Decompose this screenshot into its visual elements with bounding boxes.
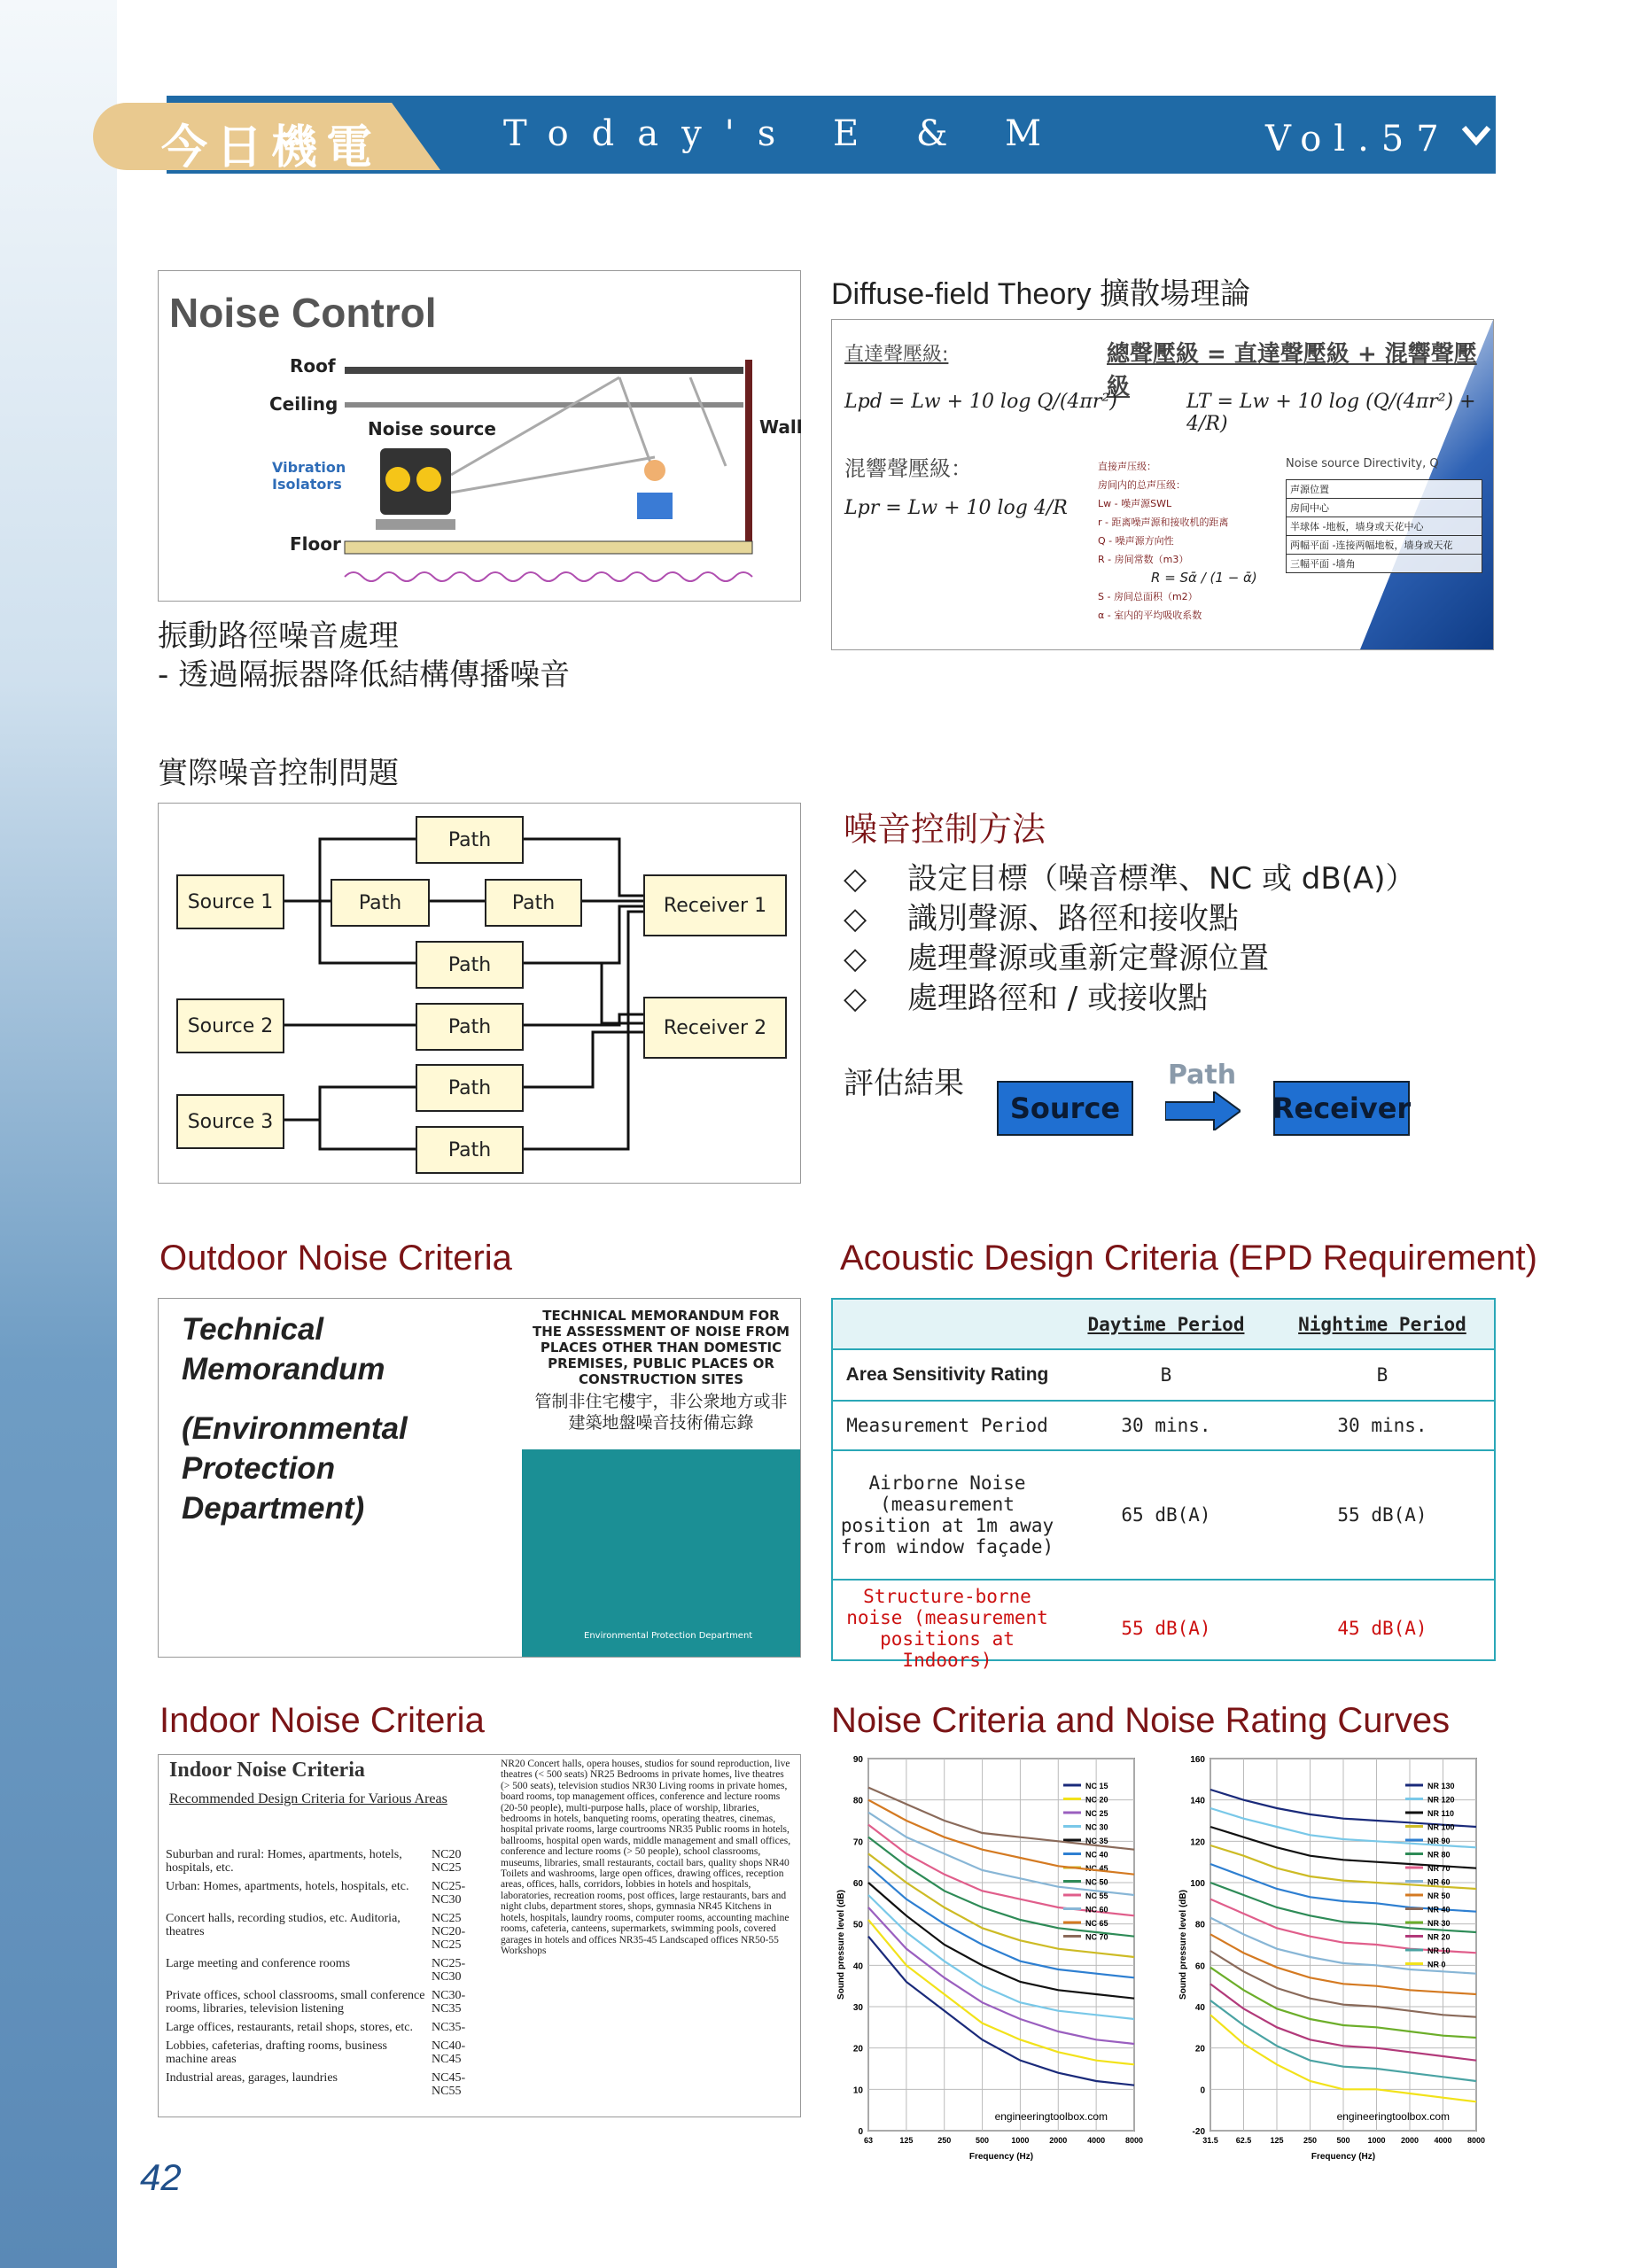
nc-curves-chart xyxy=(833,1750,1161,2171)
cover-band xyxy=(522,1449,800,1657)
indoor-right-text: NR20 Concert halls, opera houses, studios for sound reproduction, live theatres (< 500 seats) NR25 Bedrooms in private homes, live theatres (> 500 seats), television studios NR30 Living rooms in private homes, board rooms, top management offices, conference and lecture rooms (20-50 people), multi-purpose halls, place of worship, libraries, bedrooms in hotels, banqueting rooms, operating theatres, cinemas, hospital private rooms, large courtrooms NR35 Public rooms in hotels, ballrooms, hospital open wards, middle management and small offices, conference and lecture rooms (> 50 people), school classrooms, museums, libraries, small restaurants, coctail bars, quality shops NR40 Toilets and washrooms, large open offices, drawing offices, reception areas, offices, halls, corridors, lobbies in hotels and hospitals, laboratories, recreation rooms, post offices, large restaurants, bars and night clubs, department stores, shops, gymnasia NR45 Kitchens in hotels, hospitals, laundry rooms, computer rooms, accounting machine rooms, cafeteria, canteens, supermarkets, swimming pools, covered garages in hotels and offices NR35-45 Landscaped offices NR50-55 Workshops xyxy=(501,1759,791,1956)
y-tick-label: 20 xyxy=(1194,2044,1205,2054)
direct-label: 直達聲壓級: xyxy=(844,344,949,366)
path-box: Path xyxy=(416,1064,524,1112)
legend-label: NR 120 xyxy=(1427,1795,1455,1805)
y-tick-label: 50 xyxy=(852,1920,863,1930)
diffuse-title: Diffuse-field Theory 擴散場理論 xyxy=(831,277,1250,311)
list-item: Urban: Homes, apartments, hotels, hospitals, etc. NC25- NC30 xyxy=(166,1880,466,1907)
indoor-left-list xyxy=(166,1848,502,2103)
x-tick-label: 2000 xyxy=(1400,2136,1420,2145)
x-tick-label: 500 xyxy=(976,2136,990,2145)
method-item: ◇ 設定目標（噪音標準、NC 或 dB(A)） xyxy=(844,859,1415,899)
legend-label: NC 45 xyxy=(1085,1864,1108,1873)
watermark: engineeringtoolbox.com xyxy=(994,2110,1108,2123)
y-tick-label: 80 xyxy=(852,1796,863,1806)
path-box: Path xyxy=(416,1126,524,1174)
y-tick-label: 10 xyxy=(852,2085,863,2096)
list-item: Large meeting and conference rooms NC25- NC30 xyxy=(166,1957,466,1984)
legend-label: NC 15 xyxy=(1085,1782,1108,1790)
label-wall: Wall xyxy=(759,416,803,438)
y-tick-label: 100 xyxy=(1190,1879,1205,1889)
label-roof: Roof xyxy=(290,355,336,377)
label-floor: Floor xyxy=(290,533,341,555)
directivity-row: 三幅平面 -墙角 xyxy=(1290,558,1356,570)
directivity-row: 半球体 -地板，墙身或天花中心 xyxy=(1287,517,1482,536)
x-tick-label: 63 xyxy=(863,2136,874,2145)
directivity-row: 声源位置 xyxy=(1287,480,1482,499)
table-row: Airborne Noise (measurement position at 1m away from window façade) 65 dB(A) 55 dB(A) xyxy=(833,1450,1494,1580)
noise-control-panel xyxy=(158,270,801,602)
x-tick-label: 8000 xyxy=(1466,2136,1486,2145)
legend-label: NC 25 xyxy=(1085,1809,1108,1818)
legend-label: NC 60 xyxy=(1085,1905,1108,1915)
cover-title-en: TECHNICAL MEMORANDUM FOR THE ASSESSMENT OF NOISE FROM PLACES OTHER THAN DOMESTIC PREMISES, PUBLIC PLACES OR CONSTRUCTION SITES xyxy=(532,1308,789,1387)
method-item: ◇ 識別聲源、路徑和接收點 xyxy=(844,899,1415,939)
total-label: 總聲壓級 = 直達聲壓級 + 混響聲壓級 xyxy=(1107,341,1477,400)
list-item: Concert halls, recording studios, etc. Auditoria, theatres NC25 NC20- NC25 xyxy=(166,1912,466,1952)
tm-cover xyxy=(522,1299,800,1657)
y-tick-label: 40 xyxy=(852,1961,863,1972)
method-item: ◇ 處理聲源或重新定聲源位置 xyxy=(844,939,1415,979)
list-item: Lobbies, cafeterias, drafting rooms, business machine areas NC40- NC45 xyxy=(166,2039,466,2066)
legend-item: r - 距离噪声源和接收机的距离 xyxy=(1098,517,1229,528)
curves-title: Noise Criteria and Noise Rating Curves xyxy=(831,1701,1451,1740)
y-tick-label: 60 xyxy=(1194,1961,1205,1972)
method-item: ◇ 處理路徑和 / 或接收點 xyxy=(844,979,1415,1019)
legend-label: NC 30 xyxy=(1085,1822,1108,1832)
cover-footer: Environmental Protection Department xyxy=(584,1631,753,1641)
x-tick-label: 4000 xyxy=(1087,2136,1106,2145)
header-day: Daytime Period xyxy=(1087,1313,1245,1335)
flow-diagram xyxy=(158,803,801,1184)
y-tick-label: -20 xyxy=(1192,2127,1205,2137)
acoustic-table xyxy=(831,1298,1496,1671)
path-box: Path xyxy=(485,879,582,927)
magazine-title: Today's E & M xyxy=(503,113,1065,154)
eq-reverb: Lpr = Lw + 10 log 4/R xyxy=(844,497,1068,519)
diamond-icon: ◇ xyxy=(844,861,867,897)
diamond-icon: ◇ xyxy=(844,901,867,936)
reverb-label: 混響聲壓級： xyxy=(844,456,972,481)
receiver-button: Receiver xyxy=(1273,1081,1410,1136)
x-tick-label: 8000 xyxy=(1124,2136,1144,2145)
logo-text: 今日機電 xyxy=(161,121,382,175)
list-item: Industrial areas, garages, laundries NC45- NC55 xyxy=(166,2071,466,2098)
directivity-title: Noise source Directivity, Q xyxy=(1286,457,1439,470)
y-axis-label: Sound pressure level (dB) xyxy=(836,1890,846,2000)
legend-item: R - 房间常数（m3） xyxy=(1098,554,1189,565)
y-axis-label: Sound pressure level (dB) xyxy=(1178,1890,1188,2000)
acoustic-title: Acoustic Design Criteria (EPD Requirement) xyxy=(840,1239,1537,1278)
cover-title-zh: 管制非住宅樓宇，非公衆地方或非建築地盤噪音技術備忘錄 xyxy=(534,1392,788,1433)
outdoor-panel xyxy=(158,1298,801,1658)
legend-label: NR 80 xyxy=(1427,1850,1451,1860)
source-button: Source xyxy=(997,1081,1133,1136)
watermark: engineeringtoolbox.com xyxy=(1336,2110,1450,2123)
evaluate-label: 評估結果 xyxy=(844,1066,964,1101)
receiver-2-box: Receiver 2 xyxy=(643,997,787,1059)
legend-label: NR 20 xyxy=(1427,1932,1451,1942)
table-row: Structure-borne noise (measurement positions at Indoors) 55 dB(A) 45 dB(A) xyxy=(833,1580,1494,1676)
legend-label: NR 110 xyxy=(1427,1809,1455,1818)
legend-label: NR 0 xyxy=(1427,1960,1446,1969)
legend-item: 房间内的总声压级： xyxy=(1098,479,1186,491)
indoor-subtitle: Recommended Design Criteria for Various Areas xyxy=(169,1791,447,1806)
y-tick-label: 80 xyxy=(1194,1920,1205,1930)
y-tick-label: 0 xyxy=(1200,2085,1205,2096)
legend-label: NC 40 xyxy=(1085,1850,1108,1860)
eq-total: LT = Lw + 10 log (Q/(4πr²) + 4/R) xyxy=(1186,391,1476,435)
x-tick-label: 250 xyxy=(1303,2136,1318,2145)
y-tick-label: 60 xyxy=(852,1879,863,1889)
legend-label: NR 70 xyxy=(1427,1864,1451,1873)
legend-label: NC 50 xyxy=(1085,1877,1108,1887)
nr-curves-chart xyxy=(1175,1750,1503,2171)
directivity-table xyxy=(1286,479,1482,573)
legend-label: NR 90 xyxy=(1427,1837,1451,1845)
header-night: Nightime Period xyxy=(1298,1313,1466,1335)
legend-item: 直接声压级： xyxy=(1098,461,1156,472)
volume-label: Vol.57 xyxy=(1265,119,1451,159)
x-tick-label: 31.5 xyxy=(1202,2136,1218,2145)
indoor-doc-title: Indoor Noise Criteria xyxy=(169,1759,365,1782)
diamond-icon: ◇ xyxy=(844,981,867,1016)
legend-item: Q - 噪声源方向性 xyxy=(1098,535,1174,547)
legend-label: NR 100 xyxy=(1427,1822,1455,1832)
path-box: Path xyxy=(416,1003,524,1051)
y-tick-label: 90 xyxy=(852,1755,863,1765)
diffuse-panel xyxy=(831,319,1494,650)
x-axis-label: Frequency (Hz) xyxy=(968,2152,1034,2162)
x-tick-label: 1000 xyxy=(1367,2136,1386,2145)
legend-label: NR 30 xyxy=(1427,1919,1451,1928)
path-box: Path xyxy=(416,816,524,864)
label-ceiling: Ceiling xyxy=(269,393,338,415)
x-tick-label: 125 xyxy=(899,2136,914,2145)
chevron-down-icon[interactable] xyxy=(1460,122,1492,149)
x-tick-label: 2000 xyxy=(1049,2136,1068,2145)
list-item: Suburban and rural: Homes, apartments, hotels, hospitals, etc. NC20 NC25 xyxy=(166,1848,462,1875)
path-label: Path xyxy=(1168,1060,1237,1091)
table-row: Measurement Period 30 mins. 30 mins. xyxy=(833,1401,1494,1450)
legend-item: S - 房间总面积（m2） xyxy=(1098,591,1198,602)
eq-room: R = Sᾱ / (1 − ᾱ) xyxy=(1151,570,1257,586)
x-tick-label: 1000 xyxy=(1011,2136,1030,2145)
methods-list xyxy=(844,859,1415,1019)
y-tick-label: 20 xyxy=(852,2044,863,2054)
side-decoration xyxy=(0,0,117,2268)
x-tick-label: 125 xyxy=(1270,2136,1284,2145)
legend-label: NC 20 xyxy=(1085,1795,1108,1805)
y-tick-label: 140 xyxy=(1190,1796,1205,1806)
legend-item: α - 室内的平均吸收系数 xyxy=(1098,610,1202,621)
diamond-icon: ◇ xyxy=(844,941,867,976)
legend-label: NC 35 xyxy=(1085,1837,1108,1845)
outdoor-title: Outdoor Noise Criteria xyxy=(159,1239,512,1278)
x-axis-label: Frequency (Hz) xyxy=(1311,2152,1376,2162)
path-box: Path xyxy=(416,941,524,989)
legend-label: NR 50 xyxy=(1427,1891,1451,1900)
tm-text: Technical Memorandum (Environmental Protection Department) xyxy=(182,1312,408,1526)
y-tick-label: 120 xyxy=(1190,1837,1205,1848)
legend-label: NR 60 xyxy=(1427,1877,1451,1887)
legend-label: NC 70 xyxy=(1085,1932,1108,1942)
arrow-right-icon xyxy=(1165,1091,1241,1134)
source-2-box: Source 2 xyxy=(176,998,284,1053)
x-tick-label: 62.5 xyxy=(1235,2136,1252,2145)
indoor-panel xyxy=(158,1754,801,2117)
methods-title: 噪音控制方法 xyxy=(844,810,1046,849)
y-tick-label: 70 xyxy=(852,1837,863,1848)
source-1-box: Source 1 xyxy=(176,874,284,929)
x-tick-label: 250 xyxy=(937,2136,952,2145)
directivity-row: 两幅平面 -连接两幅地板，墙身或天花 xyxy=(1287,536,1482,555)
label-isolators: Vibration Isolators xyxy=(272,459,346,493)
indoor-title: Indoor Noise Criteria xyxy=(159,1701,485,1740)
receiver-1-box: Receiver 1 xyxy=(643,874,787,936)
y-tick-label: 160 xyxy=(1190,1755,1205,1765)
noise-control-caption-2: - 透過隔振器降低結構傳播噪音 xyxy=(158,657,571,693)
list-item: Private offices, school classrooms, small conference rooms, libraries, television listening NC30- NC35 xyxy=(166,1989,466,2016)
legend-label: NR 40 xyxy=(1427,1905,1451,1915)
label-noise-source: Noise source xyxy=(368,418,496,439)
directivity-row: 房间中心 xyxy=(1287,499,1482,517)
list-item: Large offices, restaurants, retail shops, stores, etc. NC35- xyxy=(166,2021,466,2034)
legend-list xyxy=(1098,457,1284,625)
path-box: Path xyxy=(331,879,430,927)
source-3-box: Source 3 xyxy=(176,1094,284,1149)
page-number: 42 xyxy=(140,2156,182,2198)
y-tick-label: 40 xyxy=(1194,2003,1205,2013)
table-row: Area Sensitivity Rating B B xyxy=(833,1349,1494,1401)
noise-control-title: Noise Control xyxy=(169,290,437,336)
legend-label: NC 65 xyxy=(1085,1919,1108,1928)
legend-label: NC 55 xyxy=(1085,1891,1108,1900)
legend-label: NR 10 xyxy=(1427,1946,1451,1955)
noise-control-caption-1: 振動路徑噪音處理 xyxy=(158,618,399,654)
x-tick-label: 4000 xyxy=(1434,2136,1452,2145)
x-tick-label: 500 xyxy=(1336,2136,1350,2145)
practical-title: 實際噪音控制問題 xyxy=(158,756,399,791)
y-tick-label: 0 xyxy=(858,2127,863,2137)
legend-label: NR 130 xyxy=(1427,1782,1455,1790)
legend-item: Lw - 噪声源SWL xyxy=(1098,498,1172,509)
eq-direct: Lpd = Lw + 10 log Q/(4πr²) xyxy=(844,391,1117,413)
y-tick-label: 30 xyxy=(852,2003,863,2013)
